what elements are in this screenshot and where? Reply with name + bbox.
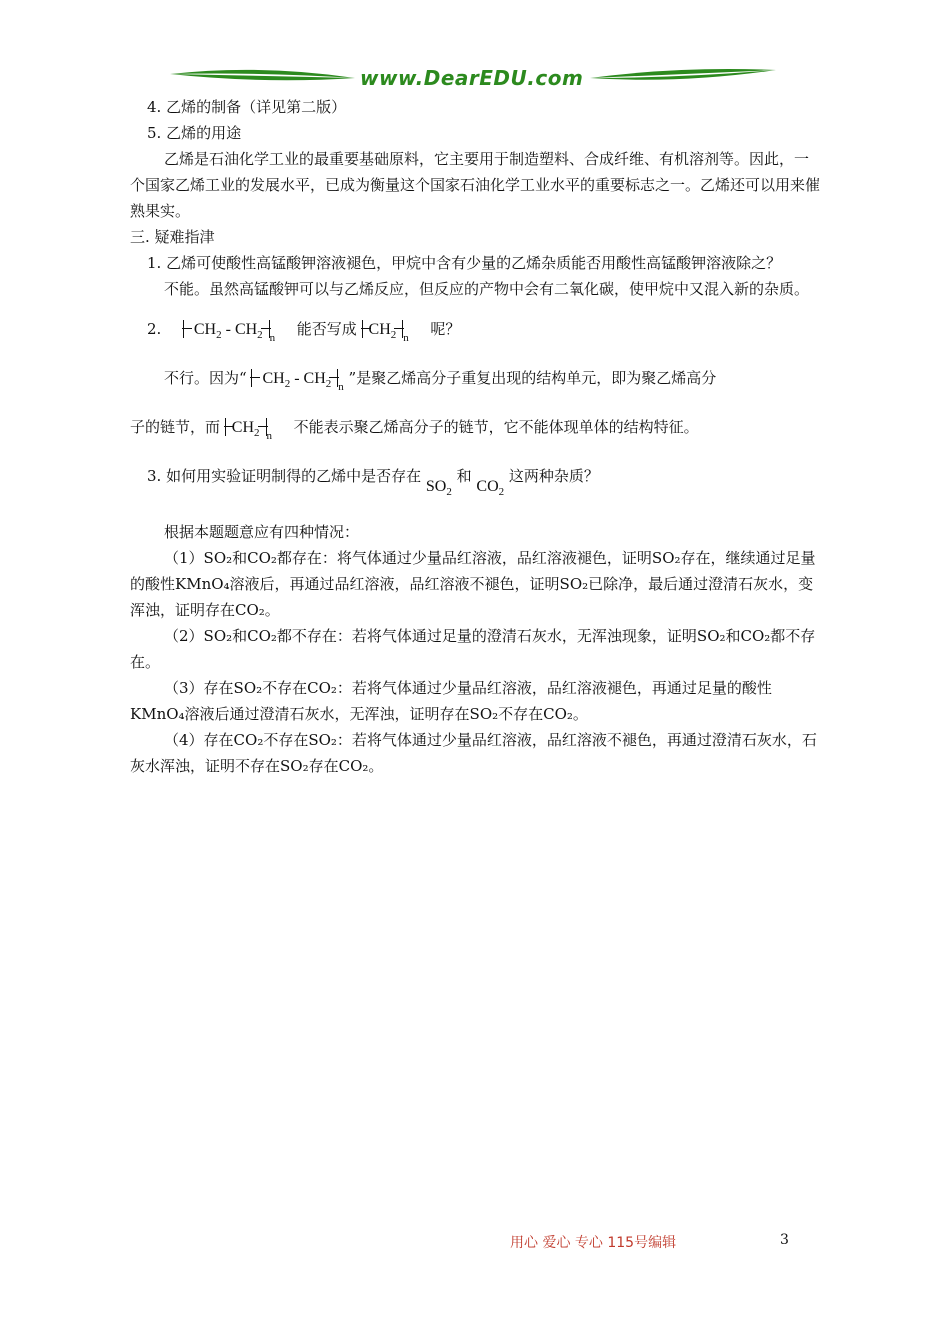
question-3-and: 和	[456, 467, 472, 485]
page-body	[130, 94, 820, 779]
formula-co2: $CO_2$	[476, 478, 505, 498]
question-1: 1. 乙烯可使酸性高锰酸钾溶液褪色，甲烷中含有少量的乙烯杂质能否用酸性高锰酸钾溶液除之？	[147, 254, 782, 272]
answer-2-post: ”是聚乙烯高分子重复出现的结构单元，即为聚乙烯高分	[348, 369, 717, 387]
case-3: （3）存在SO₂不存在CO₂：若将气体通过少量品红溶液，品红溶液褪色，再通过足量的酸性KMnO₄溶液后通过澄清石灰水，无浑浊，证明存在SO₂不存在CO₂。	[130, 679, 772, 723]
footer-credit: 用心 爱心 专心 115号编辑	[510, 1235, 677, 1251]
question-3	[130, 463, 820, 505]
paragraph-ethylene-uses: 乙烯是石油化学工业的最重要基础原料，它主要用于制造塑料、合成纤维、有机溶剂等。因此，一个国家乙烯工业的发展水平，已成为衡量这个国家石油化学工业水平的重要标志之一。乙烯还可以用来催熟果实。	[130, 150, 821, 220]
answer-2-continued	[130, 414, 820, 449]
site-banner	[170, 62, 780, 96]
formula-ch2n-2: $CH_2$ $_n$	[225, 419, 272, 436]
formula-so2: $SO_2$	[425, 478, 452, 498]
answer-2-pre: 不行。因为“	[164, 369, 247, 387]
question-2-mid: 能否写成	[296, 320, 357, 338]
question-2-number: 2.	[147, 320, 162, 338]
answer-3-intro: 根据本题题意应有四种情况：	[164, 523, 360, 541]
site-url[interactable]: www.DearEDU.com	[360, 66, 584, 90]
answer-2	[130, 365, 820, 400]
question-2-end: 呢？	[430, 320, 461, 338]
page-number: 3	[780, 1232, 789, 1248]
answer-2b-post: 不能表示聚乙烯高分子的链节，它不能体现单体的结构特征。	[293, 418, 699, 436]
question-3-post: 这两种杂质？	[508, 467, 599, 485]
section-item-4: 4. 乙烯的制备（详见第二版）	[147, 98, 347, 116]
answer-1: 不能。虽然高锰酸钾可以与乙烯反应，但反应的产物中会有二氧化碳，使甲烷中又混入新的杂质。	[164, 280, 810, 298]
case-1: （1）SO₂和CO₂都存在：将气体通过少量品红溶液，品红溶液褪色，证明SO₂存在，继续通过足量的酸性KMnO₄溶液后，再通过品红溶液，品红溶液不褪色，证明SO₂已除净，最后通过澄清石灰水，变浑浊，证明存在CO₂。	[130, 549, 816, 619]
section-item-5: 5. 乙烯的用途	[147, 124, 242, 142]
answer-2b-pre: 子的链节，而	[130, 418, 221, 436]
formula-polyethylene: $CH_2 - CH_2$ $_n$	[183, 321, 275, 338]
case-2: （2）SO₂和CO₂都不存在：若将气体通过足量的澄清石灰水，无浑浊现象，证明SO₂和CO₂都不存在。	[130, 627, 816, 671]
formula-ch2n: $CH_2$ $_n$	[362, 321, 409, 338]
question-3-pre: 3. 如何用实验证明制得的乙烯中是否存在	[147, 467, 422, 485]
question-2	[130, 316, 820, 351]
case-4: （4）存在CO₂不存在SO₂：若将气体通过少量品红溶液，品红溶液不褪色，再通过澄清石灰水，石灰水浑浊，证明不存在SO₂存在CO₂。	[130, 731, 817, 775]
section-heading-3: 三. 疑难指津	[130, 228, 215, 246]
formula-polyethylene-2: $CH_2 - CH_2$ $_n$	[251, 370, 343, 387]
